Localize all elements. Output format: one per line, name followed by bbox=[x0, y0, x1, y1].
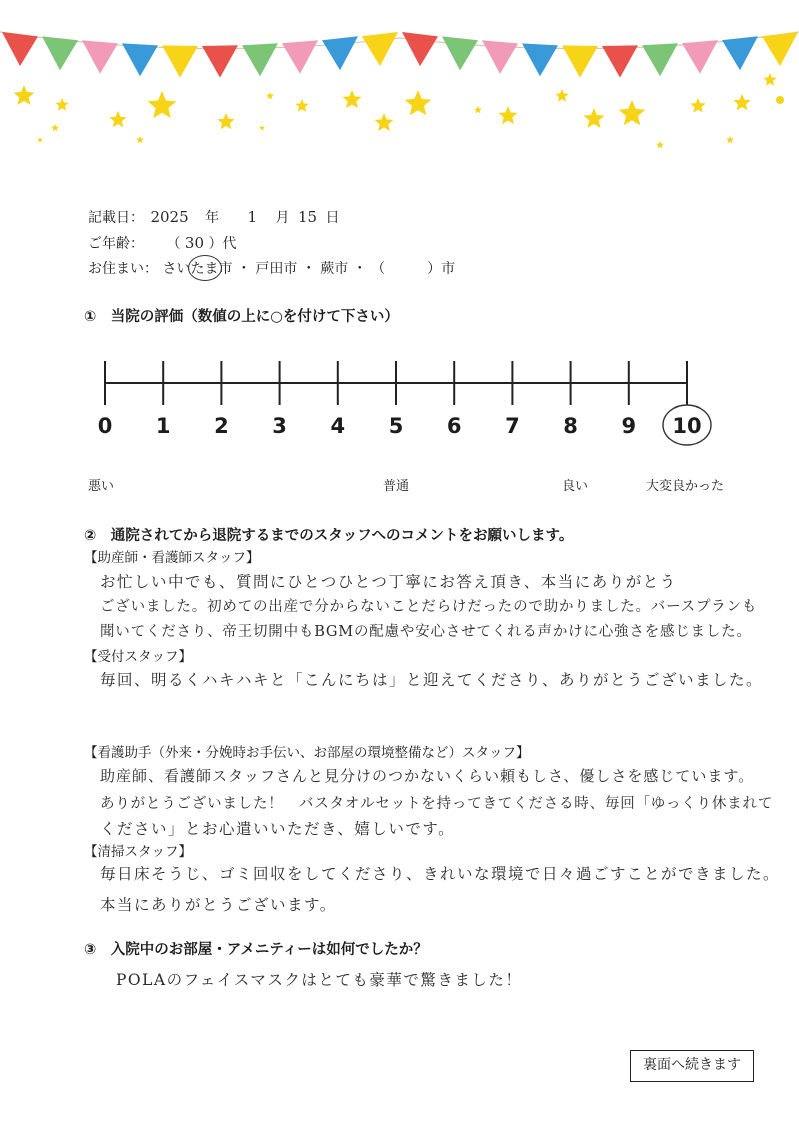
star-dot bbox=[776, 96, 784, 104]
star-icon bbox=[51, 124, 59, 131]
age-row bbox=[88, 233, 236, 253]
scale-tick-label[interactable]: 5 bbox=[388, 414, 404, 438]
assistant-title: 【看護助手（外来・分娩時お手伝い、お部屋の環境整備など）スタッフ】 bbox=[84, 745, 530, 761]
pennant-flag bbox=[602, 45, 638, 77]
star-icon bbox=[55, 98, 68, 111]
reception-line-1: 毎回、明るくハキハキと「こんにちは」と迎えてくださり、ありがとうございました。 bbox=[100, 671, 764, 689]
amenity-heading: ③ 入院中のお部屋・アメニティーは如何でしたか？ bbox=[84, 942, 428, 958]
scale-tick-label[interactable]: 10 bbox=[672, 414, 702, 438]
pennant-flag bbox=[2, 32, 38, 66]
date-day: 15 bbox=[298, 208, 318, 226]
star-icon bbox=[584, 108, 605, 128]
date-year: 2025 bbox=[150, 208, 189, 226]
scale-label-great: 大変良かった bbox=[646, 479, 725, 494]
rating-heading: ① 当院の評価（数値の上に○を付けて下さい） bbox=[84, 309, 399, 325]
pennant-flag bbox=[162, 45, 198, 77]
midwife-line-3: 聞いてくださり、帝王切開中もBGMの配慮や安心させてくれる声かけに心強さを感じました。 bbox=[100, 624, 752, 640]
scale-label-good: 良い bbox=[562, 479, 589, 494]
pennant-flag bbox=[122, 43, 158, 76]
age-close: ）代 bbox=[208, 236, 237, 252]
star-icon bbox=[499, 106, 518, 124]
star-icon bbox=[217, 113, 234, 129]
star-icon bbox=[763, 73, 776, 86]
star-icon bbox=[266, 92, 274, 99]
midwife-line-2: ございました。初めての出産で分からないことだらけだったので助かりました。バースプランも bbox=[100, 599, 758, 615]
pennant-flag bbox=[722, 36, 758, 70]
assistant-line-2: ありがとうございました！ バスタオルセットを持ってきてくださる時、毎回「ゆっくり休まれて bbox=[100, 796, 774, 812]
cleaning-line-1: 毎日床そうじ、ゴミ回収をしてくださり、きれいな環境で日々過ごすことができました。 bbox=[100, 865, 781, 883]
cleaning-line-2: 本当にありがとうございます。 bbox=[100, 896, 337, 914]
star-icon bbox=[555, 89, 568, 102]
star-icon bbox=[295, 99, 308, 112]
assistant-line-3: ください」とお心遣いいただき、嬉しいです。 bbox=[100, 820, 456, 838]
scale-tick-label[interactable]: 8 bbox=[563, 414, 578, 438]
pennant-flag bbox=[242, 43, 278, 76]
age-open: （ bbox=[166, 236, 181, 252]
star-icon bbox=[109, 111, 126, 127]
scale-tick-label[interactable]: 3 bbox=[272, 414, 287, 438]
midwife-line-1: お忙しい中でも、質問にひとつひとつ丁寧にお答え頂き、本当にありがとう bbox=[100, 573, 677, 591]
cleaning-title: 【清掃スタッフ】 bbox=[84, 844, 192, 860]
scale-tick-label[interactable]: 4 bbox=[330, 414, 346, 438]
date-month-unit: 月 bbox=[275, 210, 290, 226]
scale-tick-label[interactable]: 1 bbox=[155, 414, 171, 438]
pennant-flag bbox=[402, 32, 438, 66]
date-label: 記載日： bbox=[88, 210, 144, 226]
star-icon bbox=[136, 136, 144, 143]
date-year-unit: 年 bbox=[205, 210, 220, 226]
star-icon bbox=[690, 98, 705, 113]
scale-tick-label[interactable]: 6 bbox=[446, 414, 462, 438]
age-label: ご年齢： bbox=[88, 236, 144, 252]
pennant-flag bbox=[642, 43, 678, 76]
bunting-decoration bbox=[0, 0, 799, 170]
pennant-flag bbox=[362, 32, 398, 66]
residence-options: さいたま市 ・ 戸田市 ・ 蕨市 ・ （ ）市 bbox=[162, 261, 456, 277]
bunting-string bbox=[0, 32, 799, 49]
rating-scale[interactable] bbox=[0, 340, 799, 480]
star-icon bbox=[14, 85, 35, 105]
reception-title: 【受付スタッフ】 bbox=[84, 649, 192, 665]
pennant-flag bbox=[562, 45, 598, 77]
comments-heading: ② 通院されてから退院するまでのスタッフへのコメントをお願いします。 bbox=[84, 528, 574, 544]
star-icon bbox=[343, 90, 362, 108]
continue-on-back-button[interactable]: 裏面へ続きます bbox=[630, 1050, 754, 1082]
midwife-title: 【助産師・看護師スタッフ】 bbox=[84, 550, 260, 566]
star-icon bbox=[148, 91, 177, 118]
star-icon bbox=[259, 125, 265, 130]
pennant-flag bbox=[322, 36, 358, 70]
scale-tick-label[interactable]: 7 bbox=[505, 414, 520, 438]
pennant-flag bbox=[82, 40, 118, 74]
age-value: 30 bbox=[184, 234, 204, 252]
date-month: 1 bbox=[247, 208, 258, 226]
scale-tick-label[interactable]: 2 bbox=[214, 414, 229, 438]
star-icon bbox=[474, 106, 482, 113]
star-icon bbox=[405, 90, 432, 115]
pennant-flag bbox=[282, 40, 318, 74]
pennant-flag bbox=[482, 40, 518, 74]
date-row bbox=[88, 207, 340, 227]
scale-tick-label[interactable]: 0 bbox=[97, 414, 113, 438]
star-icon bbox=[375, 113, 394, 131]
scale-label-normal: 普通 bbox=[383, 479, 410, 494]
pennant-flag bbox=[522, 43, 558, 76]
star-icon bbox=[37, 137, 43, 142]
scale-label-bad: 悪い bbox=[88, 479, 115, 494]
pennant-flag bbox=[442, 36, 478, 70]
date-day-unit: 日 bbox=[325, 210, 340, 226]
star-icon bbox=[656, 141, 664, 148]
amenity-line-1: POLAのフェイスマスクはとても豪華で驚きました！ bbox=[116, 971, 523, 989]
star-icon bbox=[726, 136, 734, 143]
pennant-flag bbox=[682, 40, 718, 74]
pennant-flag bbox=[42, 36, 78, 70]
star-icon bbox=[619, 100, 646, 125]
residence-label: お住まい： bbox=[88, 261, 158, 277]
assistant-line-1: 助産師、看護師スタッフさんと見分けのつかないくらい頼もしさ、優しさを感じています。 bbox=[100, 767, 755, 785]
star-icon bbox=[733, 94, 750, 110]
pennant-flag bbox=[762, 32, 798, 66]
residence-selected-circle bbox=[188, 255, 222, 281]
residence-row bbox=[88, 258, 455, 278]
pennant-flag bbox=[202, 45, 238, 77]
scale-tick-label[interactable]: 9 bbox=[621, 414, 637, 438]
